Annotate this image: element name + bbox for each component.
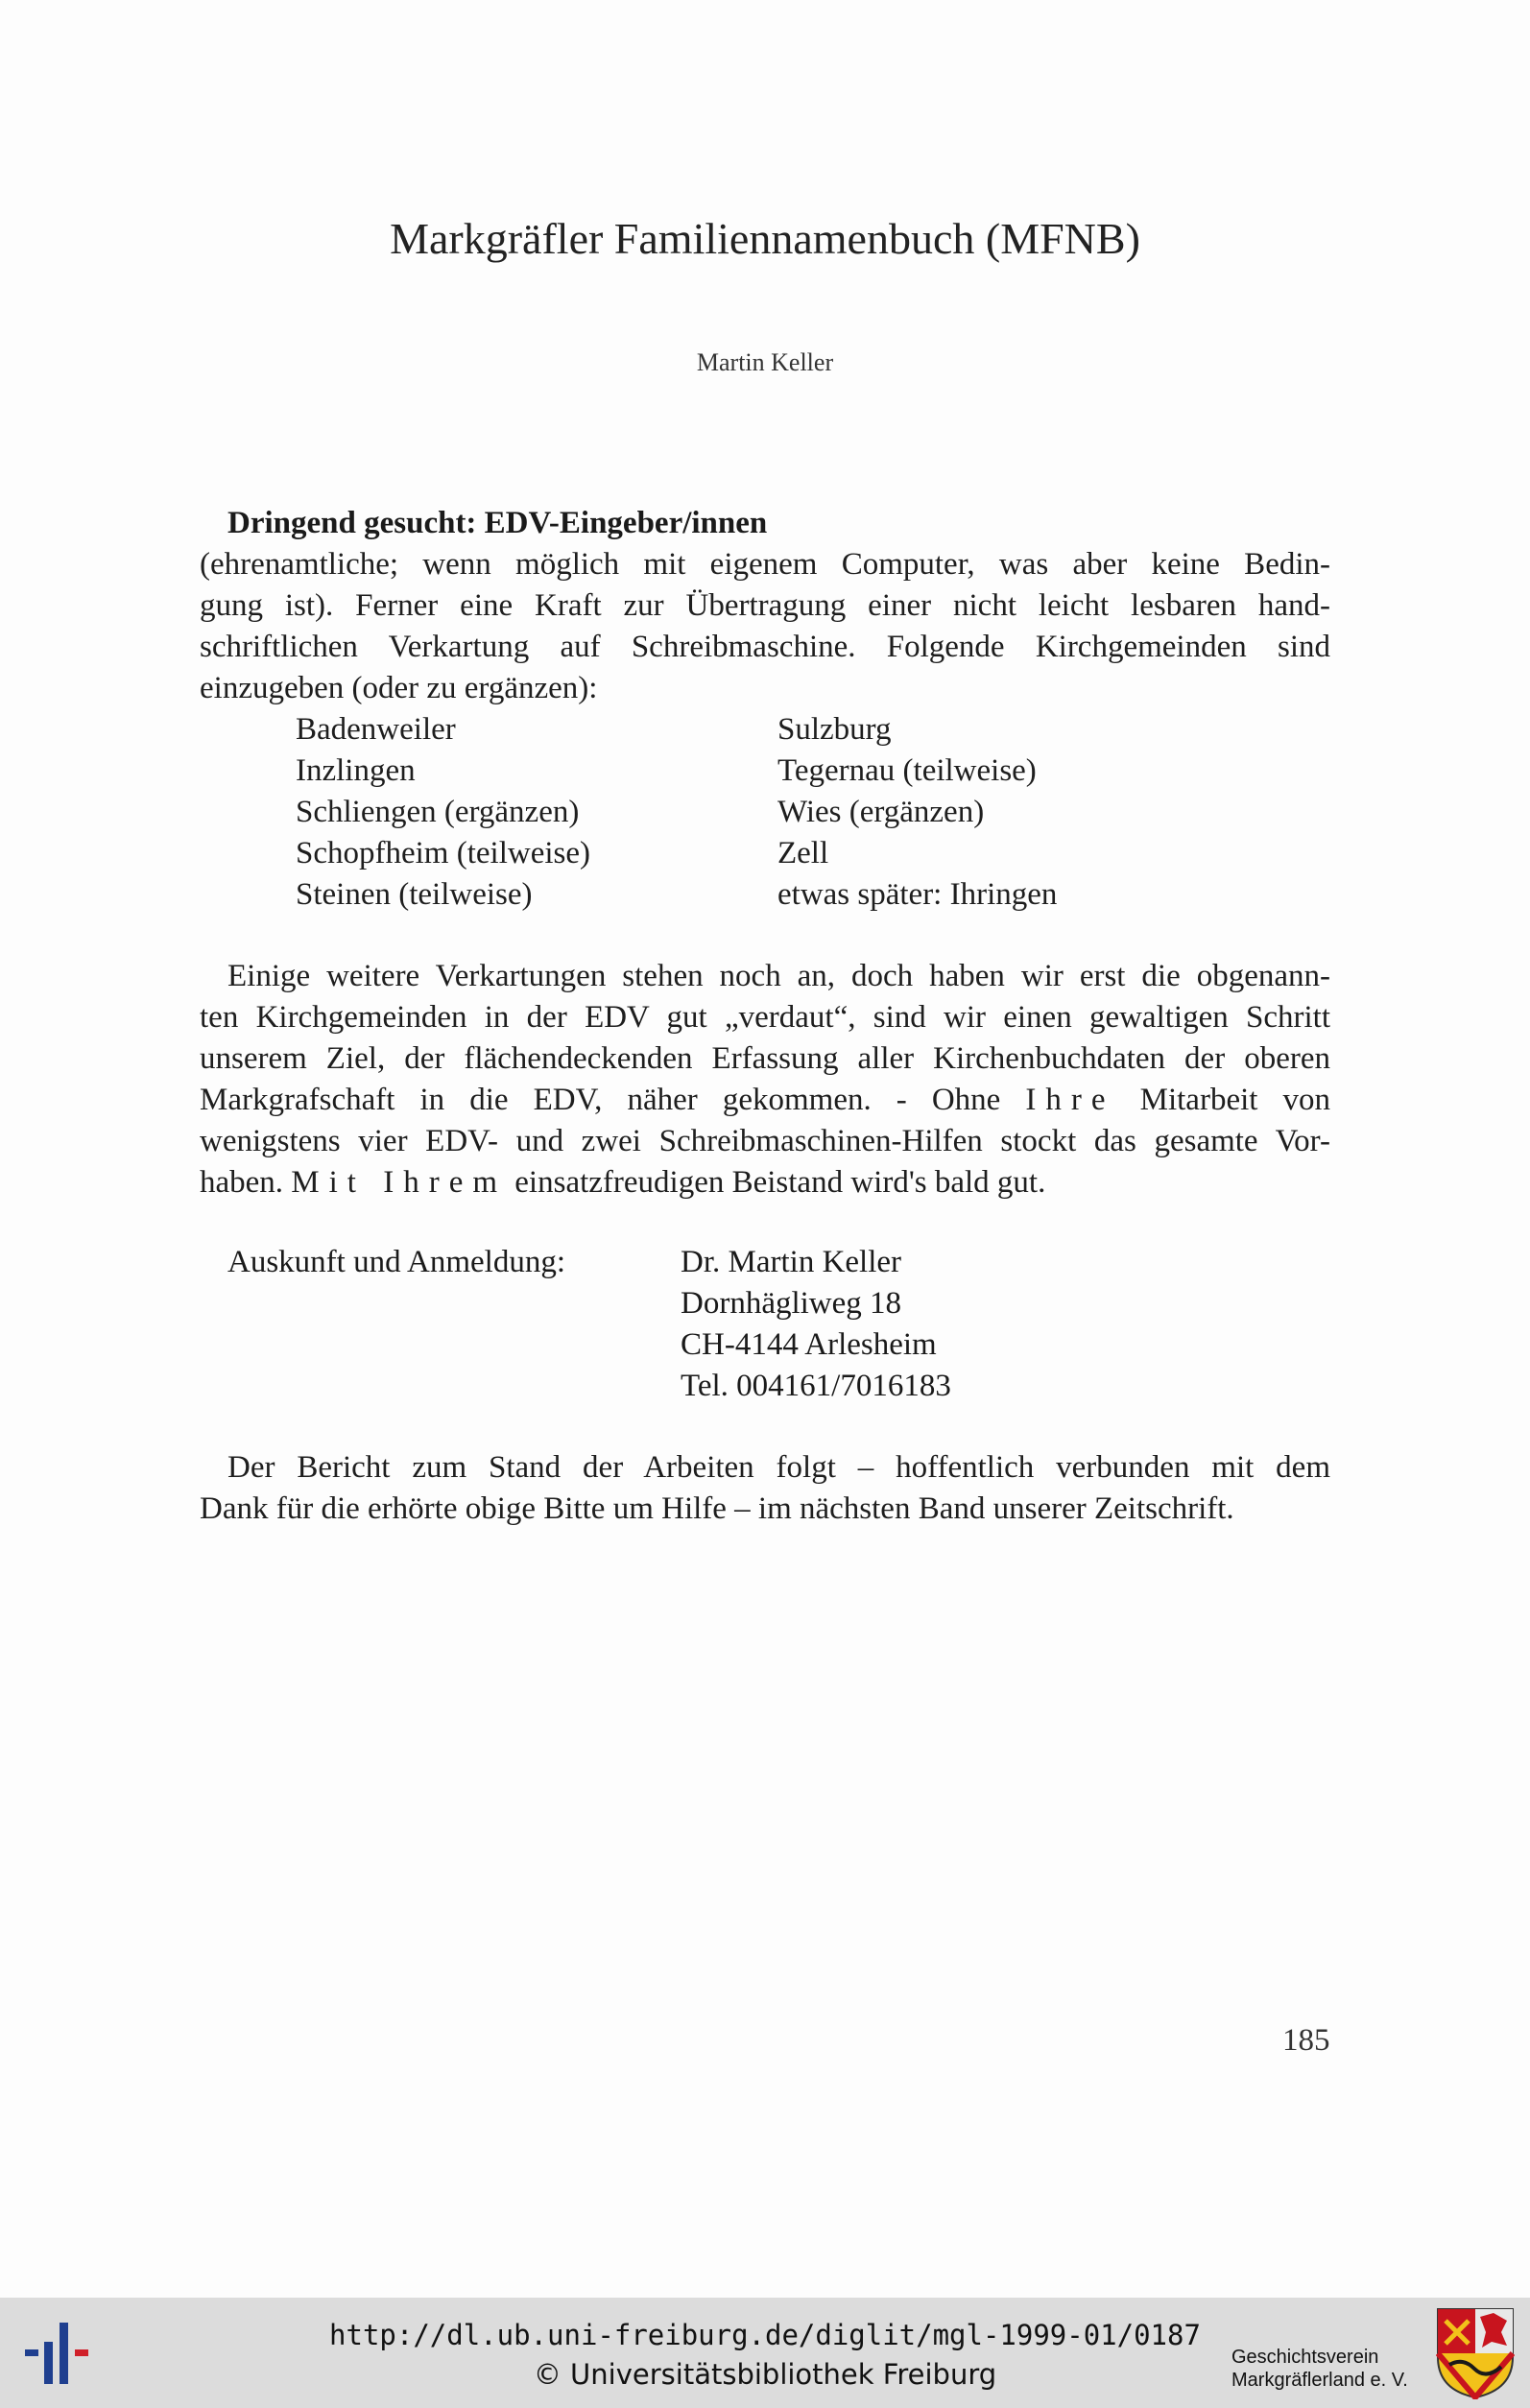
parish-item: Wies (ergänzen) [777,795,985,829]
copyright-text: © Universitätsbibliothek Freiburg [533,2358,997,2391]
contact-label: Auskunft und Anmeldung: [227,1245,565,1279]
article-author: Martin Keller [696,348,834,376]
society-line: Markgräflerland e. V. [1231,2370,1408,2391]
text-line [200,1162,1330,1204]
parish-item: Schliengen (ergänzen) [296,795,580,829]
intro-paragraph [200,544,1330,709]
contact-phone: Tel. 004161/7016183 [681,1369,951,1403]
parish-item: Badenweiler [296,712,456,747]
main-paragraph [200,956,1330,1204]
parish-item: Inzlingen [296,753,416,788]
text-line: unserem Ziel, der flächendeckenden Erfassung aller Kirchenbuchdaten der oberen [200,1041,1330,1076]
parish-item: etwas später: Ihringen [777,877,1058,912]
text-segment: haben. [200,1165,284,1200]
emphasis-spaced: Mit Ihrem [291,1165,508,1200]
footer-bar [0,2298,1530,2408]
document-url-link[interactable]: http://dl.ub.uni-freiburg.de/diglit/mgl-1999-01/0187 [329,2319,1201,2351]
parish-item: Tegernau (teilweise) [777,753,1037,788]
society-crest-icon [1436,2307,1515,2399]
closing-paragraph [200,1447,1330,1530]
emphasis-spaced: Ihre [1025,1083,1115,1117]
text-segment: einsatzfreudigen Beistand wird's bald gut. [514,1165,1046,1200]
page-number: 185 [1282,2023,1330,2058]
contact-name: Dr. Martin Keller [681,1245,902,1279]
text-line: Dank für die erhörte obige Bitte um Hilfe – im nächsten Band unserer Zeitschrift. [200,1491,1234,1526]
parish-item: Steinen (teilweise) [296,877,533,912]
section-heading: Dringend gesucht: EDV-Eingeber/innen [227,506,768,540]
text-line: schriftlichen Verkartung auf Schreibmaschine. Folgende Kirchgemeinden sind [200,630,1330,664]
parish-item: Zell [777,836,829,870]
contact-city: CH-4144 Arlesheim [681,1327,937,1362]
text-segment: Markgrafschaft in die EDV, näher gekommen. - Ohne [200,1083,1001,1117]
text-line: wenigstens vier EDV- und zwei Schreibmaschinen-Hilfen stockt das gesamte Vor- [200,1124,1330,1158]
text-segment: Mitarbeit von [1139,1083,1330,1117]
text-line: Der Bericht zum Stand der Arbeiten folgt – hoffentlich verbunden mit dem [227,1450,1330,1485]
society-name [1231,2346,1408,2392]
text-line: Einige weitere Verkartungen stehen noch an, doch haben wir erst die obgenann- [227,959,1330,993]
text-line: (ehrenamtliche; wenn möglich mit eigenem Computer, was aber keine Bedin- [200,547,1330,582]
parish-item: Sulzburg [777,712,892,747]
text-line [200,1080,1330,1121]
parish-item: Schopfheim (teilweise) [296,836,590,870]
text-line: gung ist). Ferner eine Kraft zur Übertragung einer nicht leicht lesbaren hand- [200,588,1330,623]
text-line: einzugeben (oder zu ergänzen): [200,671,598,705]
society-line: Geschichtsverein [1231,2347,1379,2368]
article-title: Markgräfler Familiennamenbuch (MFNB) [390,214,1140,263]
contact-street: Dornhägliweg 18 [681,1286,902,1321]
text-line: ten Kirchgemeinden in der EDV gut „verdaut“, sind wir einen gewaltigen Schritt [200,1000,1330,1035]
